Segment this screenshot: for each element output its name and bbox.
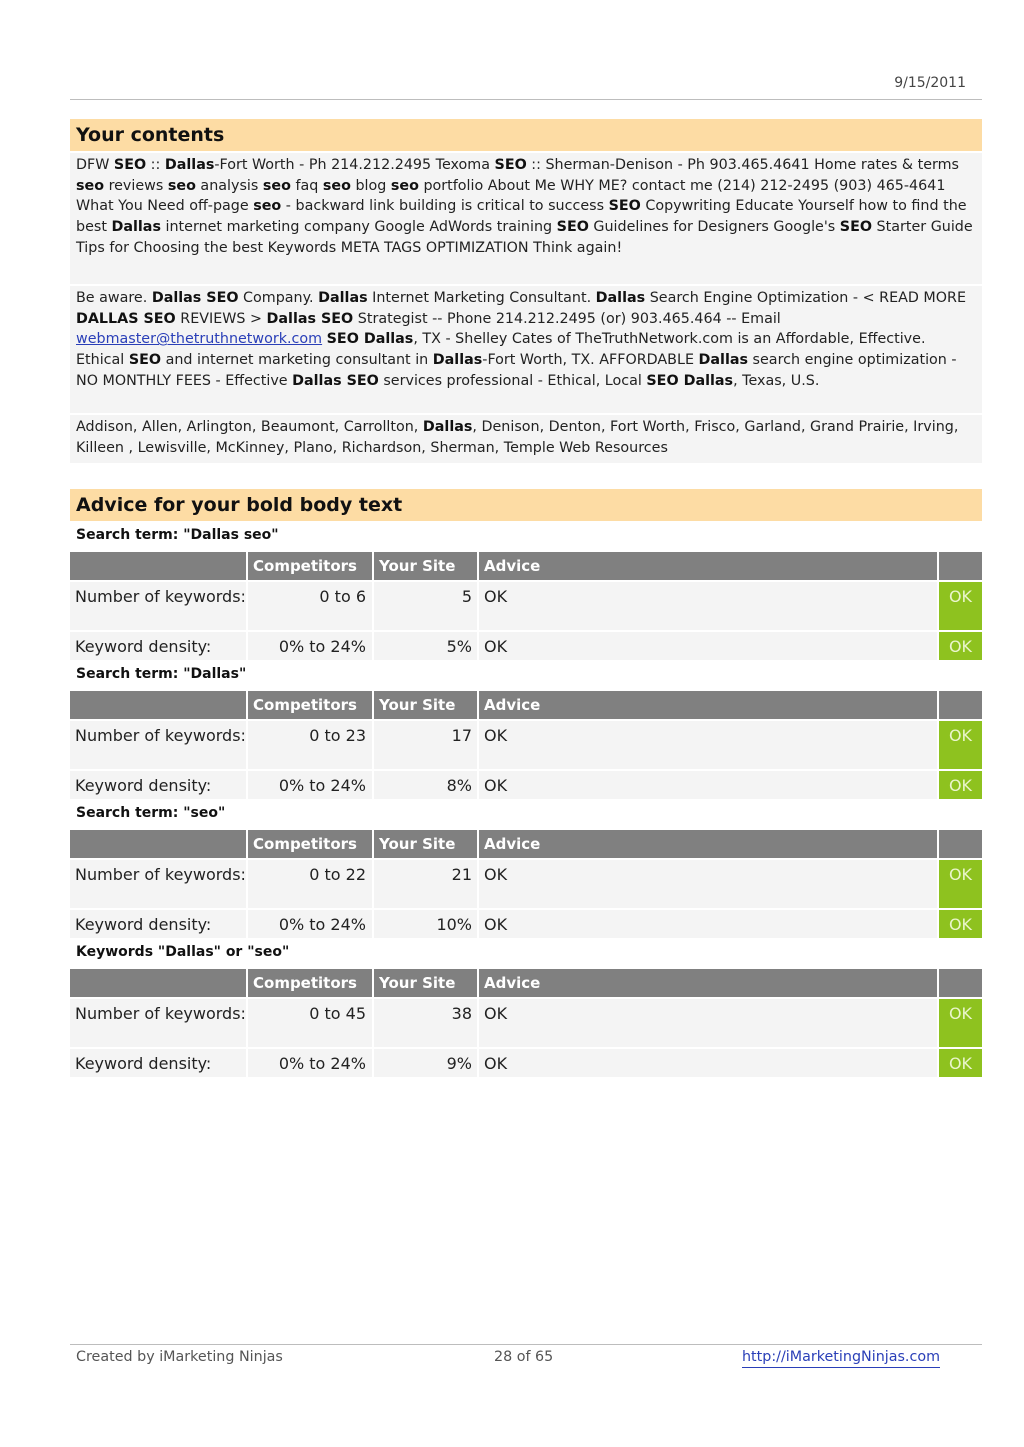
header-your-site: Your Site — [374, 969, 477, 997]
content-block — [70, 153, 982, 284]
your-site-value: 10% — [374, 910, 477, 938]
header-competitors: Competitors — [248, 830, 372, 858]
header-status-cell — [939, 969, 982, 997]
footer-divider — [70, 1344, 982, 1345]
status-badge: OK — [939, 860, 982, 908]
row-label: Number of keywords: — [70, 582, 246, 630]
bold-keyword: Dallas — [164, 157, 215, 173]
competitors-value: 0% to 24% — [248, 1049, 372, 1077]
header-blank-cell — [70, 830, 246, 858]
content-block — [70, 286, 982, 413]
row-label: Number of keywords: — [70, 860, 246, 908]
content-text: DFW — [76, 157, 114, 173]
content-text: Copywriting Educate Yourself how to find the best — [76, 198, 967, 236]
content-text: :: — [146, 157, 165, 173]
advice-value: OK — [479, 582, 937, 630]
competitors-value: 0 to 22 — [248, 860, 372, 908]
content-text: faq — [290, 177, 323, 194]
bold-keyword: Dallas — [111, 219, 161, 236]
bold-keyword: seo — [167, 177, 196, 194]
header-blank-cell — [70, 691, 246, 719]
your-site-value: 38 — [374, 999, 477, 1047]
content-text: Starter Guide Tips for Choosing the best Keywords META TAGS OPTIMIZATION Think again! — [76, 219, 973, 256]
advice-value: OK — [479, 860, 937, 908]
bold-keyword: Dallas SEO — [266, 310, 354, 327]
competitors-value: 0% to 24% — [248, 632, 372, 660]
bold-keyword: Dallas — [318, 290, 368, 306]
report-date: 9/15/2011 — [894, 75, 966, 91]
header-status-cell — [939, 552, 982, 580]
email-link[interactable]: webmaster@thetruthnetwork.com — [76, 331, 323, 348]
content-text: internet marketing company Google AdWords training — [160, 219, 557, 236]
search-term-label: Search term: "Dallas seo" — [76, 527, 279, 543]
footer-site-link[interactable]: http://iMarketingNinjas.com — [742, 1349, 940, 1368]
section-title-advice: Advice for your bold body text — [70, 489, 982, 521]
content-text: -Fort Worth - Ph 214.212.2495 Texoma — [214, 157, 495, 173]
content-text: reviews — [104, 177, 168, 194]
footer-credit: Created by iMarketing Ninjas — [76, 1349, 283, 1365]
status-badge: OK — [939, 632, 982, 660]
content-text: Search Engine Optimization - < READ MORE — [645, 290, 966, 306]
status-badge: OK — [939, 771, 982, 799]
content-text: REVIEWS > — [175, 310, 267, 327]
header-divider — [70, 99, 982, 100]
content-text: search engine optimization - NO MONTHLY FEES - Effective — [76, 352, 957, 389]
bold-keyword: SEO — [113, 157, 147, 173]
content-text: - backward link building is critical to success — [281, 198, 609, 215]
content-text: Addison, Allen, Arlington, Beaumont, Carrollton, — [76, 419, 423, 435]
bold-keyword: SEO Dallas — [646, 372, 734, 389]
bold-keyword: SEO — [494, 157, 527, 173]
search-term-label: Search term: "Dallas" — [76, 666, 247, 682]
header-status-cell — [939, 830, 982, 858]
content-text: , Denison, Denton, Fort Worth, Frisco, Garland, Grand Prairie, Irving, Killeen , Lewisville, McKinney, Plano, Richardson, Sherman, Temple Web Resources — [76, 419, 959, 456]
advice-value: OK — [479, 632, 937, 660]
header-advice: Advice — [479, 552, 937, 580]
bold-keyword: Dallas — [432, 352, 483, 369]
competitors-value: 0% to 24% — [248, 910, 372, 938]
your-site-value: 5 — [374, 582, 477, 630]
bold-keyword: Dallas SEO — [292, 372, 379, 389]
bold-keyword: seo — [262, 177, 291, 194]
header-advice: Advice — [479, 969, 937, 997]
bold-keyword: DALLAS SEO — [76, 310, 176, 327]
header-competitors: Competitors — [248, 691, 372, 719]
bold-keyword: seo — [390, 177, 419, 194]
row-label: Keyword density: — [70, 1049, 246, 1077]
content-text: Be aware. — [76, 290, 152, 306]
content-text: , Texas, U.S. — [733, 372, 820, 389]
header-blank-cell — [70, 552, 246, 580]
status-badge: OK — [939, 1049, 982, 1077]
your-site-value: 5% — [374, 632, 477, 660]
section-title-contents: Your contents — [70, 119, 982, 151]
header-competitors: Competitors — [248, 552, 372, 580]
bold-keyword: SEO — [608, 198, 641, 215]
content-text: Strategist -- Phone 214.212.2495 (or) 903.465.464 -- Email — [353, 310, 781, 327]
status-badge: OK — [939, 999, 982, 1047]
content-text: Guidelines for Designers Google's — [588, 219, 840, 236]
advice-value: OK — [479, 910, 937, 938]
bold-keyword: Dallas — [698, 352, 749, 369]
content-text: analysis — [195, 177, 263, 194]
header-advice: Advice — [479, 830, 937, 858]
content-text: portfolio About Me WHY ME? contact me (214) 212-2495 (903) 465-4641 What You Need off-page — [76, 177, 946, 215]
row-label: Keyword density: — [70, 910, 246, 938]
competitors-value: 0 to 23 — [248, 721, 372, 769]
bold-keyword: SEO Dallas — [326, 331, 414, 348]
content-text: :: Sherman-Denison - Ph 903.465.4641 Home rates & terms — [526, 157, 960, 173]
bold-keyword: Dallas — [422, 419, 473, 435]
content-text: Internet Marketing Consultant. — [367, 290, 596, 306]
content-text: -Fort Worth, TX. AFFORDABLE — [482, 352, 699, 369]
header-your-site: Your Site — [374, 552, 477, 580]
bold-keyword: Dallas SEO — [151, 290, 239, 306]
bold-keyword: Dallas — [595, 290, 646, 306]
bold-keyword: seo — [322, 177, 351, 194]
row-label: Number of keywords: — [70, 721, 246, 769]
advice-value: OK — [479, 1049, 937, 1077]
header-advice: Advice — [479, 691, 937, 719]
status-badge: OK — [939, 582, 982, 630]
content-text: , TX - Shelley Cates of TheTruthNetwork.com is an Affordable, Effective. Ethical — [76, 331, 926, 369]
your-site-value: 17 — [374, 721, 477, 769]
competitors-value: 0 to 45 — [248, 999, 372, 1047]
row-label: Keyword density: — [70, 632, 246, 660]
status-badge: OK — [939, 721, 982, 769]
row-label: Number of keywords: — [70, 999, 246, 1047]
content-text: services professional - Ethical, Local — [378, 372, 647, 389]
row-label: Keyword density: — [70, 771, 246, 799]
content-text: Company. — [238, 290, 319, 306]
header-your-site: Your Site — [374, 830, 477, 858]
search-term-label: Search term: "seo" — [76, 805, 226, 821]
content-text: blog — [350, 177, 391, 194]
your-site-value: 9% — [374, 1049, 477, 1077]
bold-keyword: SEO — [556, 219, 589, 236]
advice-value: OK — [479, 999, 937, 1047]
your-site-value: 8% — [374, 771, 477, 799]
header-status-cell — [939, 691, 982, 719]
bold-keyword: SEO — [128, 352, 162, 369]
your-site-value: 21 — [374, 860, 477, 908]
header-competitors: Competitors — [248, 969, 372, 997]
bold-keyword: seo — [253, 198, 282, 215]
page-number: 28 of 65 — [494, 1349, 554, 1365]
header-blank-cell — [70, 969, 246, 997]
advice-value: OK — [479, 771, 937, 799]
content-block — [70, 415, 982, 463]
competitors-value: 0 to 6 — [248, 582, 372, 630]
bold-keyword: seo — [76, 177, 105, 194]
competitors-value: 0% to 24% — [248, 771, 372, 799]
content-text: and internet marketing consultant in — [161, 352, 433, 369]
status-badge: OK — [939, 910, 982, 938]
bold-keyword: SEO — [839, 219, 872, 236]
search-term-label: Keywords "Dallas" or "seo" — [76, 944, 290, 960]
advice-value: OK — [479, 721, 937, 769]
header-your-site: Your Site — [374, 691, 477, 719]
